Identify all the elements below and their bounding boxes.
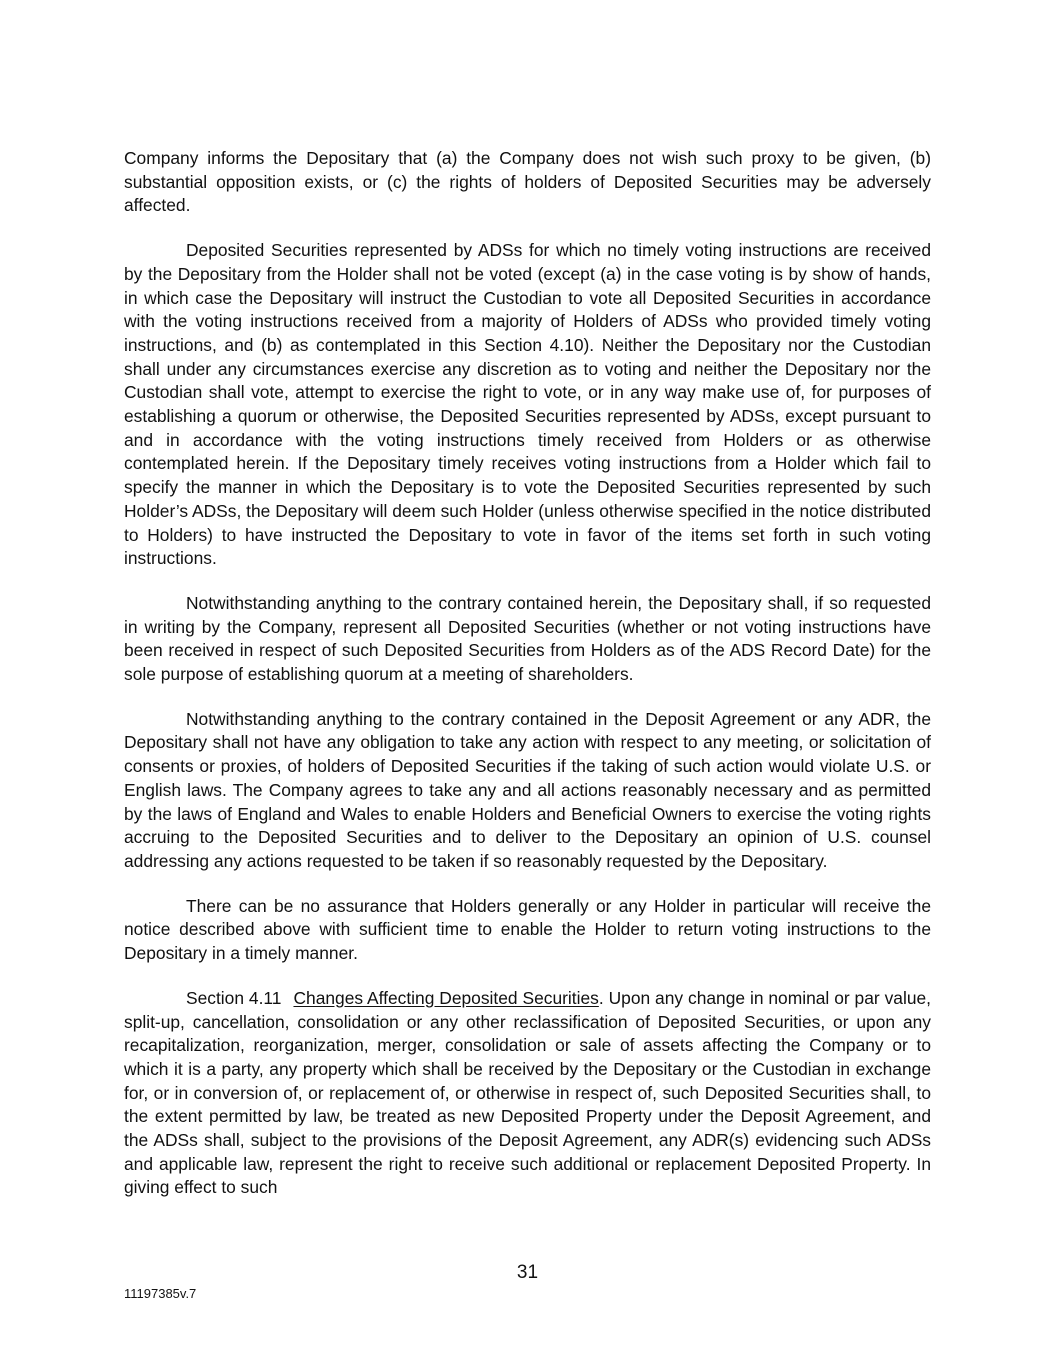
section-body: Upon any change in nominal or par value, split-up, cancellation, consolidation or any other reclassification of Deposited Securities, or upon any recapitalization, reorganization, merger, consolidation or sale of assets affecting the Company or to which it is a party, any property which shall be received by the Depositary or the Custodian in exchange for, or in conversion of, or replacement of, or otherwise in respect of, such Deposited Securities shall, to the extent permitted by law, be treated as new Deposited Property under the Deposit Agreement, and the ADSs shall, subject to the provisions of the Deposit Agreement, any ADR(s) evidencing such ADSs and applicable law, represent the right to receive such additional or replacement Deposited Property. In giving effect to such (124, 987, 931, 1198)
section-title-period: . (598, 987, 604, 1008)
paragraph-uninstructed-securities: Deposited Securities represented by ADSs for which no timely voting instructions are received by the Depositary from the Holder shall not be voted (except (a) in the case voting is by show of hands, in which case the Depositary will instruct the Custodian to vote all Deposited Securities in accordance with the voting instructions received from a majority of Holders of ADSs who provided timely voting instructions, and (b) as contemplated in this Section 4.10). Neither the Depositary nor the Custodian shall under any circumstances exercise any discretion as to voting and neither the Depositary nor the Custodian shall vote, attempt to exercise the right to vote, or in any way make use of, for purposes of establishing a quorum or otherwise, the Deposited Securities represented by ADSs, except pursuant to and in accordance with the voting instructions timely received from Holders or as otherwise contemplated herein. If the Depositary timely receives voting instructions from a Holder which fail to specify the manner in which the Depositary is to vote the Deposited Securities represented by such Holder’s ADSs, the Depositary will deem such Holder (unless otherwise specified in the notice distributed to Holders) to have instructed the Depositary to vote in favor of the items set forth in such voting instructions. (124, 240, 931, 569)
paragraph-quorum: Notwithstanding anything to the contrary contained herein, the Depositary shall, if so requested in writing by the Company, represent all Deposited Securities (whether or not voting instructions have been received in respect of such Deposited Securities from Holders as of the ADS Record Date) for the sole purpose of establishing quorum at a meeting of shareholders. (124, 592, 931, 685)
section-4-11 (124, 987, 931, 1200)
paragraph-no-obligation: Notwithstanding anything to the contrary contained in the Deposit Agreement or any ADR, the Depositary shall not have any obligation to take any action with respect to any meeting, or solicitation of consents or proxies, of holders of Deposited Securities if the taking of such action would violate U.S. or English laws. The Company agrees to take any and all actions reasonably necessary and as permitted by the laws of England and Wales to enable Holders and Beneficial Owners to exercise the voting rights accruing to the Deposited Securities and to deliver to the Depositary an opinion of U.S. counsel addressing any actions requested to be taken if so reasonably requested by the Depositary. (124, 708, 931, 871)
section-title: Changes Affecting Deposited Securities (293, 987, 599, 1008)
section-number: Section 4.11 (186, 987, 282, 1008)
paragraph-no-assurance: There can be no assurance that Holders generally or any Holder in particular will receive the notice described above with sufficient time to enable the Holder to return voting instructions to the Depositary in a timely manner. (124, 895, 931, 964)
page-number: 31 (516, 1262, 539, 1283)
document-page (124, 147, 931, 1200)
paragraph-proxy-continuation: Company informs the Depositary that (a) the Company does not wish such proxy to be given, (b) substantial opposition exists, or (c) the rights of holders of Deposited Securities may be adversely affected. (124, 148, 931, 216)
document-id: 11197385v.7 (124, 1286, 197, 1301)
